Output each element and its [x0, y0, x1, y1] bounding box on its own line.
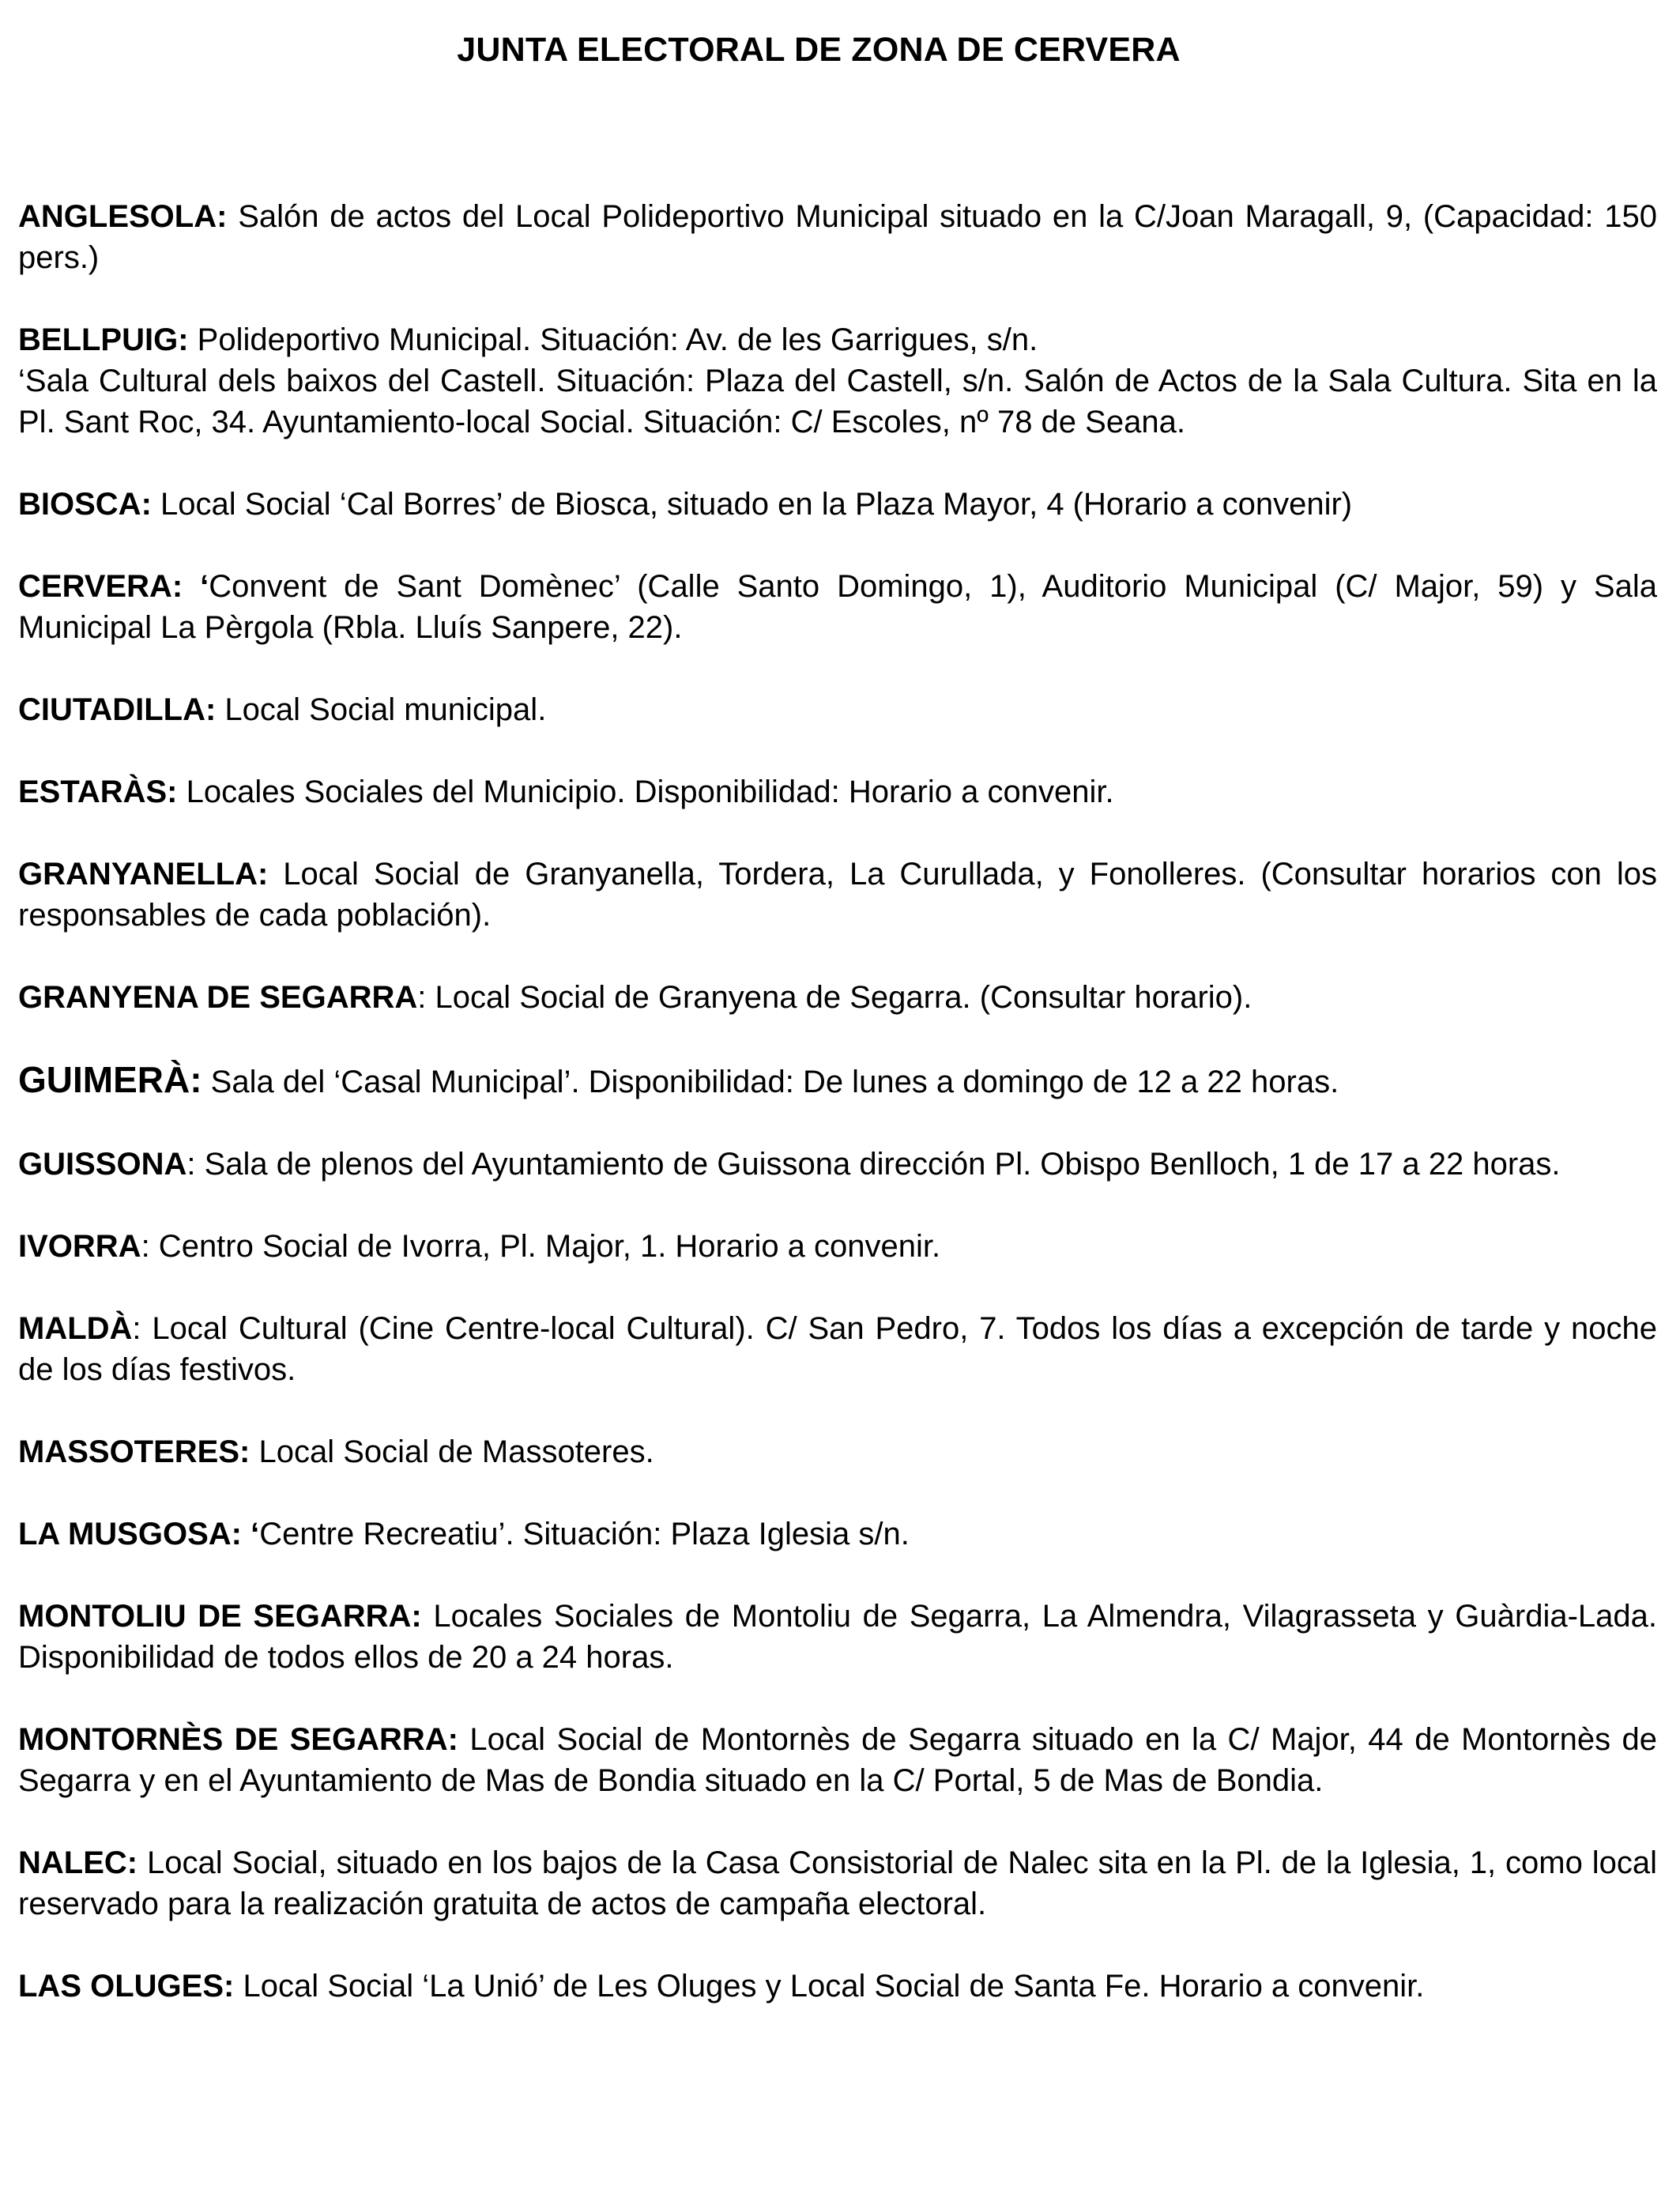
entry-text: Convent de Sant Domènec’ (Calle Santo Domingo, 1), Auditorio Municipal (C/ Major, 59) y Sala Municipal La Pèrgola (Rbla. Lluís Sanpere, 22). [18, 569, 1657, 645]
entry-name: GRANYANELLA: [18, 857, 269, 892]
entry-name: LAS OLUGES: [18, 1969, 235, 2004]
entry-name: GUISSONA [18, 1147, 187, 1182]
entry-text: Local Social de Granyanella, Tordera, La Curullada, y Fonolleres. (Consultar horarios con los responsables de cada población). [18, 857, 1657, 933]
entry-text: Local Social municipal. [216, 692, 547, 727]
entry-text: Local Social de Montornès de Segarra situado en la C/ Major, 44 de Montornès de Segarra y en el Ayuntamiento de Mas de Bondia situado en la C/ Portal, 5 de Mas de Bondia. [18, 1722, 1657, 1798]
entry-las-oluges [18, 1966, 1657, 2007]
entry-text: Local Social ‘La Unió’ de Les Oluges y Local Social de Santa Fe. Horario a convenir. [234, 1969, 1425, 2004]
entry-text: Local Social ‘Cal Borres’ de Biosca, situado en la Plaza Mayor, 4 (Horario a convenir) [151, 487, 1353, 522]
entry-granyena-de-segarra [18, 977, 1657, 1018]
entry-text: Locales Sociales de Montoliu de Segarra, La Almendra, Vilagrasseta y Guàrdia-Lada. Disponibilidad de todos ellos de 20 a 24 horas. [18, 1599, 1658, 1675]
entry-name: BELLPUIG: [18, 322, 189, 357]
entries-list [18, 196, 1657, 2048]
entry-cervera [18, 566, 1657, 648]
entry-text: : Centro Social de Ivorra, Pl. Major, 1. Horario a convenir. [141, 1229, 941, 1264]
entry-montoliu-de-segarra [18, 1596, 1657, 1678]
entry-name: NALEC: [18, 1845, 138, 1880]
entry-name: CIUTADILLA: [18, 692, 217, 727]
entry-text: Local Social de Massoteres. [250, 1434, 654, 1469]
entry-name: GRANYENA DE SEGARRA [18, 980, 418, 1015]
entry-biosca [18, 484, 1657, 525]
entry-text: Polideportivo Municipal. Situación: Av. de les Garrigues, s/n. [188, 322, 1038, 357]
entry-text-continued: ‘Sala Cultural dels baixos del Castell. Situación: Plaza del Castell, s/n. Salón de Actos de la Sala Cultura. Sita en la Pl. Sant Roc, 34. Ayuntamiento-local Social. Situación: C/ Escoles, nº 78 de Seana. [18, 364, 1657, 439]
entry-bellpuig [18, 319, 1657, 443]
entry-name: CERVERA: ‘ [18, 569, 209, 604]
document-title: JUNTA ELECTORAL DE ZONA DE CERVERA [457, 31, 1181, 69]
entry-text: Salón de actos del Local Polideportivo Municipal situado en la C/Joan Maragall, 9, (Capacidad: 150 pers.) [18, 199, 1657, 275]
entry-name: MALDÀ [18, 1311, 133, 1346]
entry-malda [18, 1308, 1657, 1390]
entry-name: MONTOLIU DE SEGARRA: [18, 1599, 422, 1634]
entry-name: MASSOTERES: [18, 1434, 250, 1469]
entry-text: : Sala de plenos del Ayuntamiento de Guissona dirección Pl. Obispo Benlloch, 1 de 17 a 22 horas. [186, 1147, 1561, 1182]
entry-la-musgosa [18, 1514, 1657, 1555]
entry-estaras [18, 771, 1657, 812]
entry-anglesola [18, 196, 1657, 278]
entry-name: ANGLESOLA: [18, 199, 228, 234]
entry-text: Local Social, situado en los bajos de la Casa Consistorial de Nalec sita en la Pl. de la Iglesia, 1, como local reservado para la realización gratuita de actos de campaña electoral. [18, 1845, 1657, 1921]
entry-text: Sala del ‘Casal Municipal’. Disponibilidad: De lunes a domingo de 12 a 22 horas. [202, 1065, 1339, 1099]
entry-name: LA MUSGOSA: ‘ [18, 1517, 260, 1551]
entry-ciutadilla [18, 689, 1657, 730]
entry-text: Centre Recreatiu’. Situación: Plaza Iglesia s/n. [259, 1517, 910, 1551]
entry-name: IVORRA [18, 1229, 141, 1264]
entry-ivorra [18, 1226, 1657, 1267]
entry-guimera [18, 1059, 1657, 1103]
entry-massoteres [18, 1431, 1657, 1472]
entry-name: MONTORNÈS DE SEGARRA: [18, 1722, 459, 1757]
entry-name: BIOSCA: [18, 487, 152, 522]
entry-text: : Local Cultural (Cine Centre-local Cultural). C/ San Pedro, 7. Todos los días a excepción de tarde y noche de los días festivos. [18, 1311, 1657, 1387]
entry-nalec [18, 1842, 1657, 1924]
entry-text: Locales Sociales del Municipio. Disponibilidad: Horario a convenir. [177, 775, 1114, 809]
entry-name: ESTARÀS: [18, 775, 178, 809]
entry-guissona [18, 1144, 1657, 1185]
entry-name: GUIMERÀ: [18, 1059, 202, 1100]
entry-text: : Local Social de Granyena de Segarra. (Consultar horario). [417, 980, 1252, 1015]
entry-granyanella [18, 854, 1657, 936]
entry-montornes-de-segarra [18, 1719, 1657, 1801]
